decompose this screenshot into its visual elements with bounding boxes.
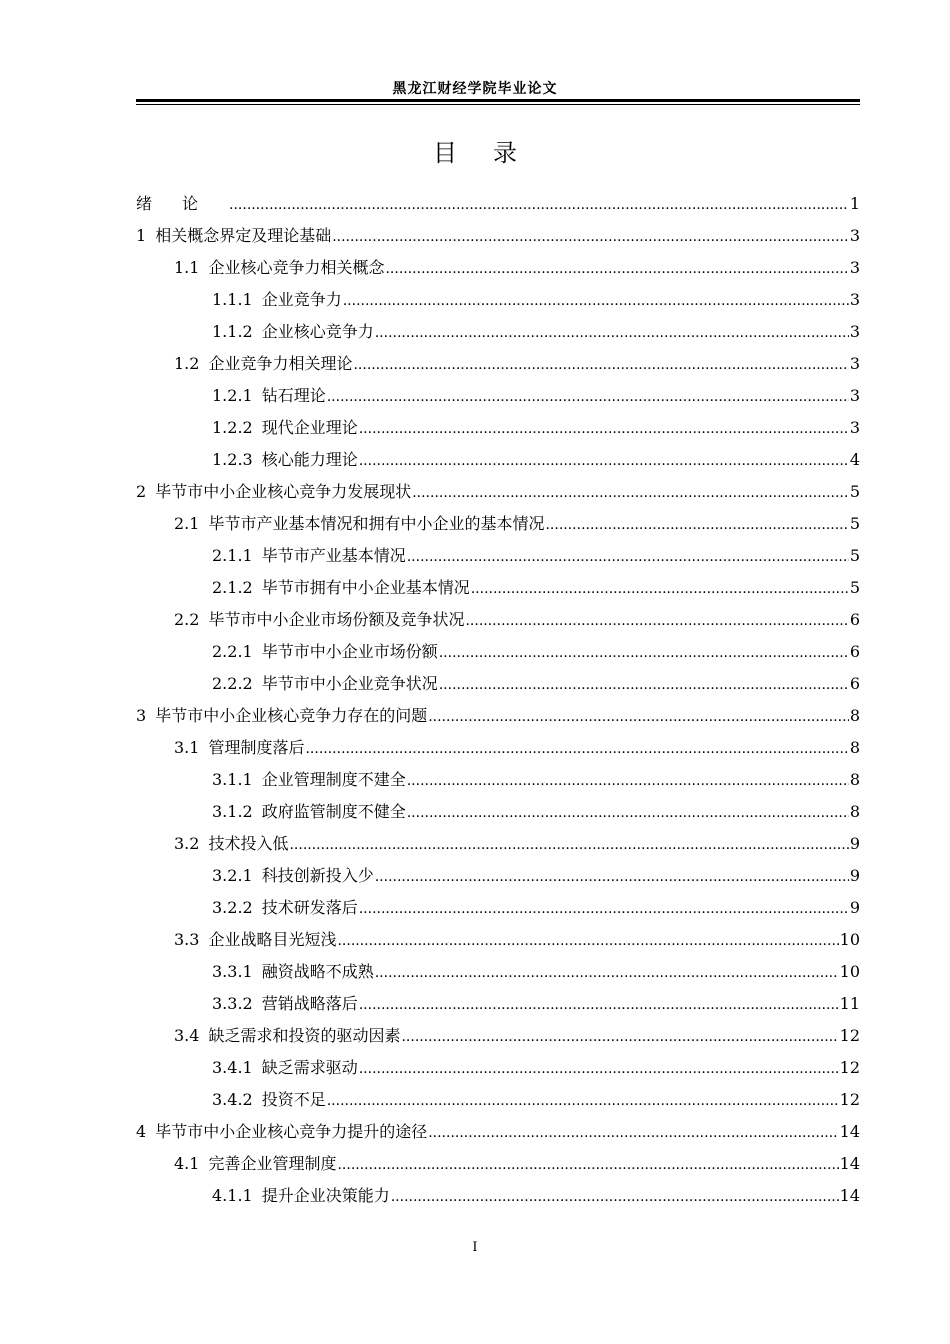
toc-entry-page: 14 [839, 1154, 860, 1173]
toc-entry[interactable] [136, 1084, 860, 1116]
toc-entry-title: 技术研发落后 [261, 898, 358, 917]
toc-dot-leader [375, 957, 839, 989]
toc-entry-number: 2.2.2 [212, 674, 253, 693]
toc-entry-page: 12 [839, 1090, 860, 1109]
toc-dot-leader [407, 765, 849, 797]
toc-entry-number: 3.1.1 [212, 770, 253, 789]
toc-entry[interactable] [136, 508, 860, 540]
toc-dot-leader [327, 1085, 839, 1117]
toc-entry[interactable] [136, 220, 860, 252]
toc-dot-leader [359, 413, 849, 445]
toc-entry-page: 3 [849, 290, 860, 309]
toc-dot-leader [332, 221, 849, 253]
toc-entry-number: 4.1 [174, 1154, 200, 1173]
toc-entry-title: 缺乏需求和投资的驱动因素 [208, 1026, 401, 1045]
toc-entry[interactable] [136, 700, 860, 732]
toc-entry-title: 绪论 [136, 194, 229, 213]
toc-entry-number: 2.1.1 [212, 546, 253, 565]
toc-entry-title: 管理制度落后 [208, 738, 305, 757]
header-rule-thick [136, 99, 860, 102]
toc-entry[interactable] [136, 540, 860, 572]
document-header-title: 黑龙江财经学院毕业论文 [392, 81, 558, 97]
toc-entry[interactable] [136, 348, 860, 380]
toc-entry-page: 12 [839, 1058, 860, 1077]
toc-entry-number: 2 [136, 482, 147, 501]
toc-entry-page: 3 [849, 258, 860, 277]
toc-entry-number: 3.2.1 [212, 866, 253, 885]
toc-entry[interactable] [136, 444, 860, 476]
toc-entry-number: 4.1.1 [212, 1186, 253, 1205]
toc-entry-page: 5 [849, 514, 860, 533]
toc-entry-page: 6 [849, 642, 860, 661]
toc-dot-leader [337, 925, 838, 957]
toc-entry-page: 9 [849, 866, 860, 885]
toc-entry-title: 技术投入低 [208, 834, 289, 853]
toc-dot-leader [327, 381, 849, 413]
toc-dot-leader [375, 861, 849, 893]
toc-entry-number: 3 [136, 706, 147, 725]
toc-entry-page: 9 [849, 898, 860, 917]
toc-entry[interactable] [136, 956, 860, 988]
toc-entry[interactable] [136, 1180, 860, 1212]
toc-entry[interactable] [136, 796, 860, 828]
toc-entry-title: 现代企业理论 [261, 418, 358, 437]
toc-dot-leader [391, 1181, 839, 1213]
toc-dot-leader [439, 669, 849, 701]
toc-entry[interactable] [136, 380, 860, 412]
toc-entry[interactable] [136, 860, 860, 892]
toc-dot-leader [305, 733, 848, 765]
toc-entry-title: 企业管理制度不建全 [261, 770, 406, 789]
toc-entry-title: 提升企业决策能力 [261, 1186, 390, 1205]
toc-entry-page: 11 [839, 994, 860, 1013]
toc-entry-number: 3.3.1 [212, 962, 253, 981]
toc-dot-leader [375, 317, 849, 349]
toc-entry-number: 3.2.2 [212, 898, 253, 917]
toc-entry[interactable] [136, 828, 860, 860]
toc-entry-title: 企业核心竞争力 [261, 322, 374, 341]
toc-entry-page: 9 [849, 834, 860, 853]
toc-entry-number: 3.4 [174, 1026, 200, 1045]
table-of-contents [136, 188, 860, 1212]
toc-dot-leader [289, 829, 848, 861]
toc-entry-page: 3 [849, 418, 860, 437]
toc-entry-title: 毕节市中小企业核心竞争力存在的问题 [155, 706, 428, 725]
toc-entry-title: 企业竞争力 [261, 290, 342, 309]
toc-entry-page: 12 [839, 1026, 860, 1045]
toc-entry-title: 企业战略目光短浅 [208, 930, 337, 949]
toc-title: 目录 [433, 139, 553, 167]
toc-entry-title: 毕节市中小企业市场份额 [261, 642, 438, 661]
toc-entry-number: 2.1.2 [212, 578, 253, 597]
toc-entry-page: 8 [849, 770, 860, 789]
toc-entry-number: 2.2 [174, 610, 200, 629]
toc-dot-leader [428, 701, 849, 733]
toc-entry-page: 10 [839, 962, 860, 981]
toc-entry-title: 完善企业管理制度 [208, 1154, 337, 1173]
toc-entry[interactable] [136, 668, 860, 700]
toc-entry-title: 企业竞争力相关理论 [208, 354, 353, 373]
toc-entry-title: 营销战略落后 [261, 994, 358, 1013]
toc-dot-leader [412, 477, 849, 509]
toc-entry-number: 3.2 [174, 834, 200, 853]
toc-entry[interactable] [136, 764, 860, 796]
toc-entry-number: 4 [136, 1122, 147, 1141]
toc-entry-title: 科技创新投入少 [261, 866, 374, 885]
toc-dot-leader [465, 605, 848, 637]
toc-entry[interactable] [136, 188, 860, 220]
toc-dot-leader [545, 509, 848, 541]
toc-dot-leader [407, 797, 849, 829]
toc-entry-page: 8 [849, 738, 860, 757]
toc-entry-page: 3 [849, 226, 860, 245]
toc-entry-number: 1.1 [174, 258, 200, 277]
toc-entry-title: 核心能力理论 [261, 450, 358, 469]
toc-entry[interactable] [136, 1148, 860, 1180]
toc-entry-number: 3.4.2 [212, 1090, 253, 1109]
toc-dot-leader [359, 445, 849, 477]
toc-dot-leader [439, 637, 849, 669]
toc-dot-leader [385, 253, 848, 285]
toc-entry-title: 毕节市产业基本情况 [261, 546, 406, 565]
toc-dot-leader [401, 1021, 838, 1053]
toc-entry-title: 投资不足 [261, 1090, 326, 1109]
toc-entry-page: 3 [849, 386, 860, 405]
toc-entry[interactable] [136, 572, 860, 604]
toc-entry[interactable] [136, 604, 860, 636]
toc-entry-number: 2.1 [174, 514, 200, 533]
toc-dot-leader [428, 1117, 838, 1149]
toc-entry-number: 1.2 [174, 354, 200, 373]
toc-entry-title: 毕节市中小企业核心竞争力发展现状 [155, 482, 412, 501]
toc-entry-number: 1 [136, 226, 147, 245]
toc-entry-page: 5 [849, 546, 860, 565]
toc-entry-page: 14 [839, 1122, 860, 1141]
toc-entry[interactable] [136, 988, 860, 1020]
toc-entry-title: 相关概念界定及理论基础 [155, 226, 332, 245]
toc-dot-leader [229, 189, 849, 221]
toc-entry-number: 3.3 [174, 930, 200, 949]
toc-entry-page: 10 [839, 930, 860, 949]
toc-dot-leader [359, 1053, 839, 1085]
toc-entry-number: 3.4.1 [212, 1058, 253, 1077]
toc-entry-page: 5 [849, 482, 860, 501]
toc-entry-title: 政府监管制度不健全 [261, 802, 406, 821]
toc-entry-title: 毕节市中小企业市场份额及竞争状况 [208, 610, 465, 629]
toc-entry-number: 1.1.2 [212, 322, 253, 341]
toc-entry-page: 8 [849, 802, 860, 821]
toc-dot-leader [471, 573, 849, 605]
toc-entry[interactable] [136, 1116, 860, 1148]
toc-entry-number: 1.2.2 [212, 418, 253, 437]
toc-entry-page: 6 [849, 610, 860, 629]
toc-entry[interactable] [136, 1052, 860, 1084]
toc-entry-title: 毕节市拥有中小企业基本情况 [261, 578, 470, 597]
toc-dot-leader [359, 989, 839, 1021]
toc-entry[interactable] [136, 476, 860, 508]
toc-entry[interactable] [136, 1020, 860, 1052]
toc-dot-leader [337, 1149, 838, 1181]
header-rule-thin [136, 104, 860, 105]
toc-entry-number: 2.2.1 [212, 642, 253, 661]
toc-entry-number: 3.3.2 [212, 994, 253, 1013]
toc-dot-leader [353, 349, 848, 381]
toc-entry-number: 3.1.2 [212, 802, 253, 821]
toc-entry-number: 1.2.1 [212, 386, 253, 405]
toc-dot-leader [343, 285, 849, 317]
toc-entry-title: 毕节市中小企业核心竞争力提升的途径 [155, 1122, 428, 1141]
toc-entry[interactable] [136, 636, 860, 668]
toc-entry-page: 6 [849, 674, 860, 693]
toc-entry[interactable] [136, 412, 860, 444]
toc-entry-page: 1 [849, 194, 860, 213]
toc-entry-title: 缺乏需求驱动 [261, 1058, 358, 1077]
toc-entry-number: 1.1.1 [212, 290, 253, 309]
toc-dot-leader [407, 541, 849, 573]
toc-entry-title: 企业核心竞争力相关概念 [208, 258, 385, 277]
toc-entry-title: 钻石理论 [261, 386, 326, 405]
toc-entry-page: 3 [849, 322, 860, 341]
toc-entry-title: 毕节市中小企业竞争状况 [261, 674, 438, 693]
toc-dot-leader [359, 893, 849, 925]
toc-entry-page: 4 [849, 450, 860, 469]
toc-entry-page: 8 [849, 706, 860, 725]
toc-entry-title: 毕节市产业基本情况和拥有中小企业的基本情况 [208, 514, 545, 533]
toc-entry-page: 3 [849, 354, 860, 373]
toc-entry[interactable] [136, 732, 860, 764]
toc-entry-page: 5 [849, 578, 860, 597]
toc-entry[interactable] [136, 316, 860, 348]
toc-entry-title: 融资战略不成熟 [261, 962, 374, 981]
toc-entry-page: 14 [839, 1186, 860, 1205]
toc-entry[interactable] [136, 252, 860, 284]
toc-entry[interactable] [136, 284, 860, 316]
toc-entry[interactable] [136, 892, 860, 924]
footer-page-number: I [472, 1240, 478, 1255]
toc-entry-number: 1.2.3 [212, 450, 253, 469]
toc-entry[interactable] [136, 924, 860, 956]
toc-entry-number: 3.1 [174, 738, 200, 757]
